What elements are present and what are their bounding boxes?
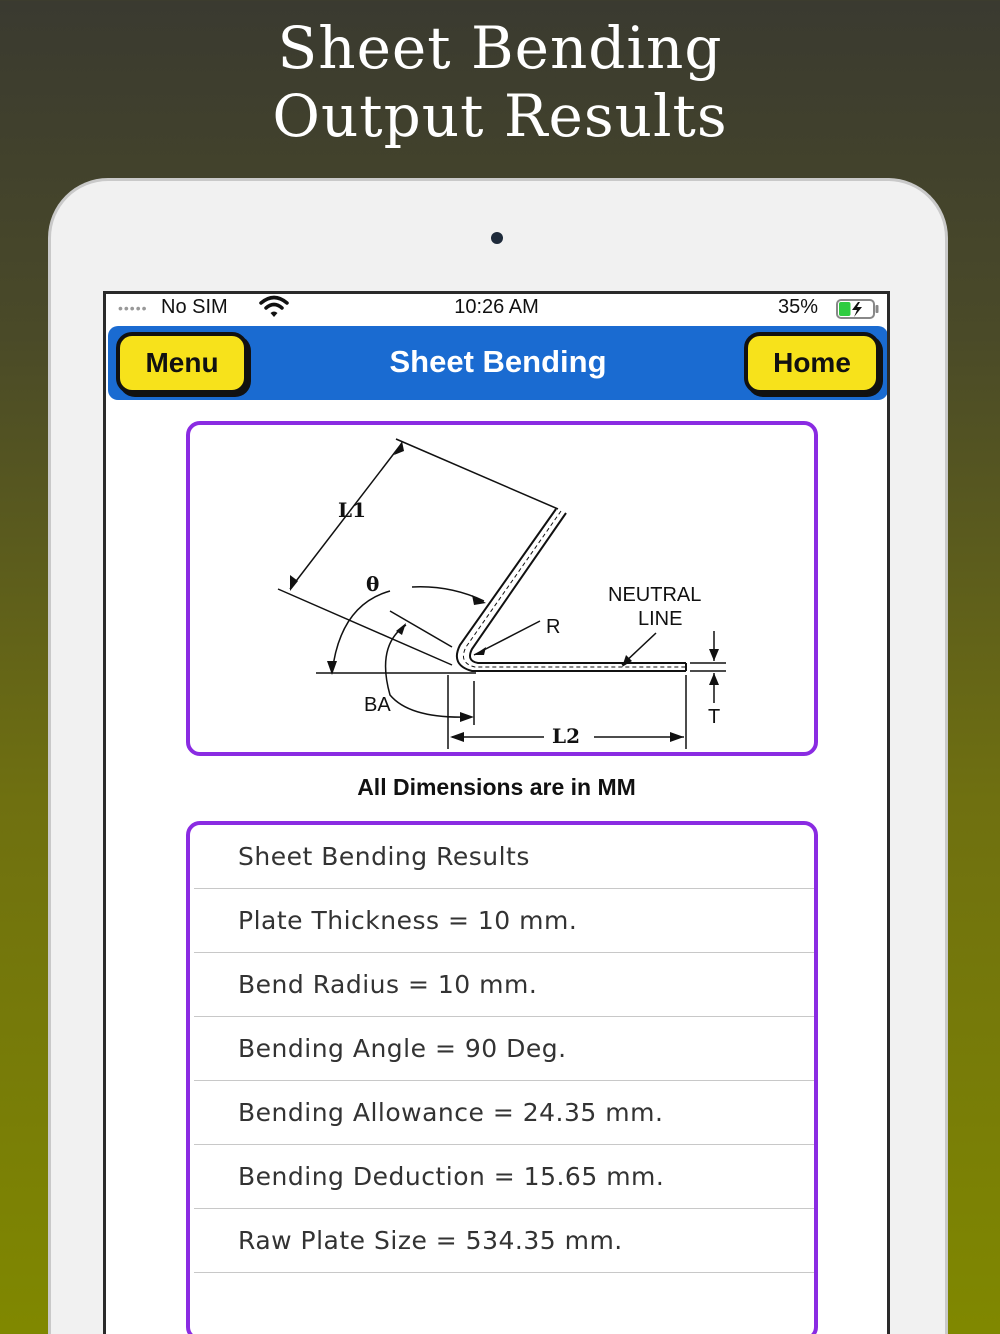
- ba-arc: [386, 625, 470, 717]
- status-time: 10:26 AM: [454, 296, 539, 318]
- result-raw-plate-size[interactable]: Raw Plate Size = 534.35 mm.: [194, 1209, 814, 1273]
- label-theta: θ: [366, 572, 380, 596]
- promo-title: [0, 14, 1000, 150]
- result-bending-angle[interactable]: Bending Angle = 90 Deg.: [194, 1017, 814, 1081]
- label-neutral-line-1: NEUTRAL: [608, 584, 702, 606]
- battery-percent: 35%: [778, 296, 819, 318]
- label-l2: L2: [552, 724, 580, 748]
- page-title: Sheet Bending: [389, 344, 607, 379]
- promo-title-line-2: Output Results: [272, 82, 728, 150]
- label-t: T: [708, 706, 721, 728]
- label-r: R: [546, 616, 561, 638]
- app-screen: [103, 291, 890, 1334]
- battery-fill: [839, 302, 851, 316]
- status-bar: [106, 294, 887, 324]
- result-bending-deduction[interactable]: Bending Deduction = 15.65 mm.: [194, 1145, 814, 1209]
- menu-button[interactable]: Menu: [116, 332, 248, 394]
- result-bending-allowance[interactable]: Bending Allowance = 24.35 mm.: [194, 1081, 814, 1145]
- label-l1: L1: [338, 498, 366, 522]
- results-header: Sheet Bending Results: [194, 825, 814, 889]
- nav-bar: [108, 326, 888, 400]
- bend-diagram: [186, 421, 818, 756]
- result-plate-thickness[interactable]: Plate Thickness = 10 mm.: [194, 889, 814, 953]
- home-button[interactable]: Home: [744, 332, 880, 394]
- signal-icon: •••••: [118, 300, 148, 316]
- results-list: [186, 821, 818, 1334]
- carrier-label: No SIM: [161, 296, 228, 318]
- units-note: All Dimensions are in MM: [357, 774, 636, 800]
- result-bend-radius[interactable]: Bend Radius = 10 mm.: [194, 953, 814, 1017]
- promo-title-line-1: Sheet Bending: [277, 14, 723, 82]
- camera-dot: [491, 232, 503, 244]
- l1-extension-lower: [278, 589, 452, 665]
- l1-extension: [396, 439, 558, 509]
- label-ba: BA: [364, 694, 391, 716]
- label-neutral-line-2: LINE: [638, 608, 683, 630]
- battery-icon: [836, 298, 876, 318]
- bend-diagram-svg: [190, 425, 814, 752]
- theta-arc: [332, 591, 390, 673]
